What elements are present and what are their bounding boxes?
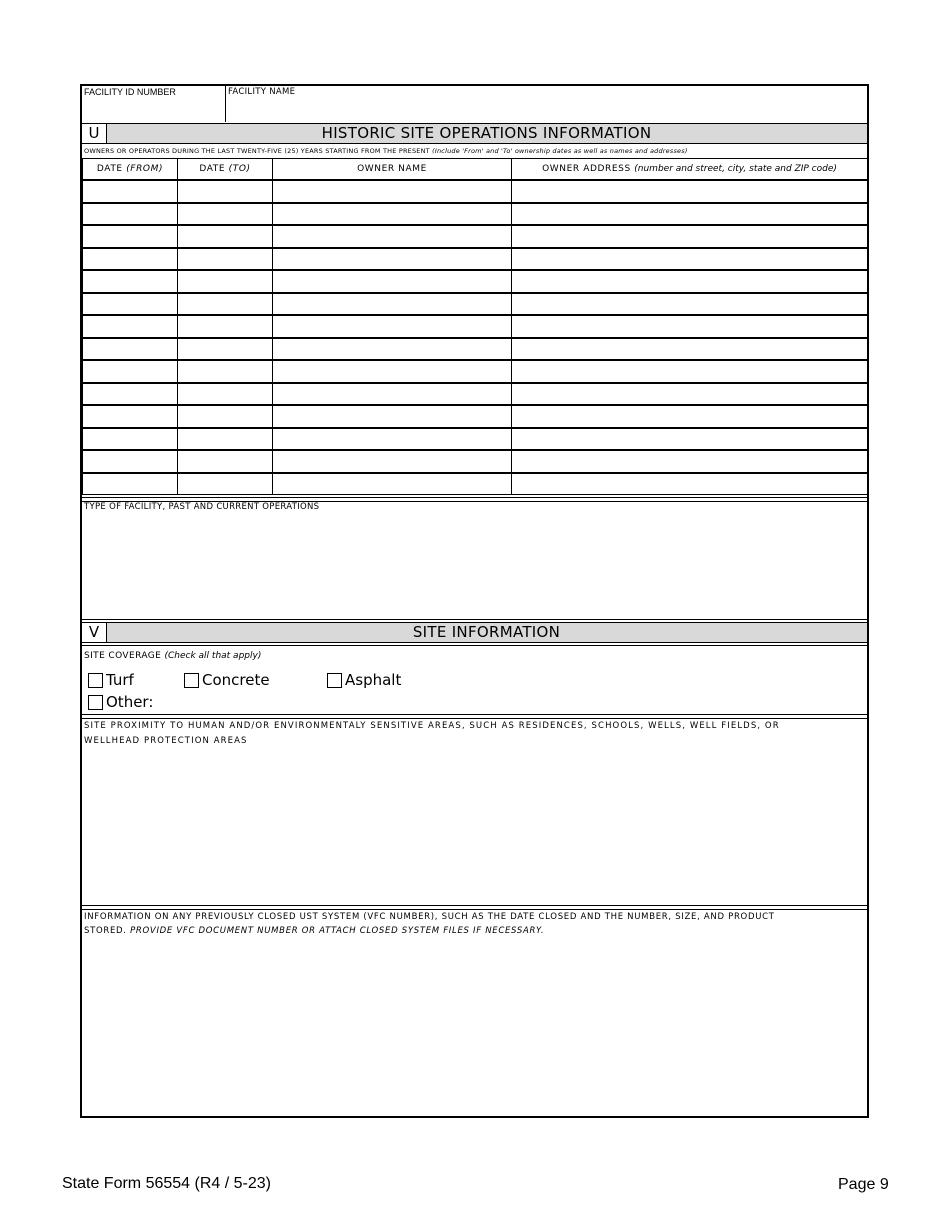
section-v-letter: V: [82, 623, 107, 642]
section-v-header: [82, 622, 867, 643]
col-date-from: [83, 159, 178, 181]
table-row: [83, 180, 868, 203]
table-row: [83, 428, 868, 451]
table-row: [83, 383, 868, 406]
table-cell[interactable]: [273, 428, 512, 451]
table-cell[interactable]: [512, 428, 868, 451]
divider: [82, 619, 867, 620]
facility-id-label: FACILITY ID NUMBER: [84, 87, 176, 97]
table-cell[interactable]: [178, 203, 273, 226]
table-cell[interactable]: [178, 338, 273, 361]
table-cell[interactable]: [273, 248, 512, 271]
facility-name-field[interactable]: [226, 86, 867, 122]
facility-name-label: FACILITY NAME: [228, 87, 296, 97]
table-row: [83, 225, 868, 248]
closed-ust-label: INFORMATION ON ANY PREVIOUSLY CLOSED UST SYSTEM (VFC NUMBER), SUCH AS THE DATE CLOSED AND THE NUMBER, SIZE, AND PRODUCT STORED.: [84, 912, 775, 936]
table-row: [83, 248, 868, 271]
form-page: [80, 84, 869, 1118]
concrete-checkbox[interactable]: [184, 673, 199, 688]
table-cell[interactable]: [512, 383, 868, 406]
site-coverage-label-row: [84, 651, 261, 661]
table-cell[interactable]: [178, 428, 273, 451]
turf-checkbox[interactable]: [88, 673, 103, 688]
divider: [82, 645, 867, 646]
table-cell[interactable]: [273, 473, 512, 495]
table-cell[interactable]: [512, 405, 868, 428]
table-cell[interactable]: [273, 360, 512, 383]
form-id: State Form 56554 (R4 / 5-23): [62, 1175, 271, 1192]
concrete-label: Concrete: [202, 671, 270, 689]
table-cell[interactable]: [178, 315, 273, 338]
table-cell[interactable]: [273, 180, 512, 203]
table-cell[interactable]: [83, 225, 178, 248]
table-cell[interactable]: [512, 293, 868, 316]
col-date-to-label: DATE: [199, 164, 226, 174]
col-date-to: [178, 159, 273, 181]
section-u-letter: U: [82, 124, 107, 143]
table-cell[interactable]: [83, 383, 178, 406]
table-row: [83, 293, 868, 316]
table-row: [83, 270, 868, 293]
table-cell[interactable]: [83, 473, 178, 495]
table-cell[interactable]: [83, 180, 178, 203]
table-cell[interactable]: [512, 270, 868, 293]
instruction-note: (Include 'From' and 'To' ownership dates as well as names and addresses): [432, 147, 688, 155]
table-cell[interactable]: [178, 450, 273, 473]
section-u-title: HISTORIC SITE OPERATIONS INFORMATION: [321, 124, 652, 142]
col-date-from-label: DATE: [96, 164, 123, 174]
table-cell[interactable]: [178, 383, 273, 406]
table-row: [83, 315, 868, 338]
table-cell[interactable]: [178, 405, 273, 428]
table-cell[interactable]: [273, 293, 512, 316]
option-asphalt[interactable]: [327, 671, 401, 689]
section-u-header: [82, 123, 867, 144]
other-label: Other:: [106, 693, 154, 711]
table-cell[interactable]: [178, 225, 273, 248]
facility-id-field[interactable]: [82, 86, 226, 122]
table-cell[interactable]: [178, 270, 273, 293]
table-cell[interactable]: [273, 270, 512, 293]
table-row: [83, 203, 868, 226]
proximity-field[interactable]: [82, 717, 867, 905]
table-row: [83, 338, 868, 361]
table-cell[interactable]: [273, 405, 512, 428]
table-cell[interactable]: [83, 293, 178, 316]
table-row: [83, 473, 868, 495]
table-cell[interactable]: [512, 338, 868, 361]
table-cell[interactable]: [273, 203, 512, 226]
table-cell[interactable]: [83, 405, 178, 428]
site-coverage-note: (Check all that apply): [164, 651, 262, 661]
table-cell[interactable]: [83, 270, 178, 293]
option-turf[interactable]: [88, 671, 134, 689]
table-cell[interactable]: [512, 203, 868, 226]
proximity-label: SITE PROXIMITY TO HUMAN AND/OR ENVIRONMENTALY SENSITIVE AREAS, SUCH AS RESIDENCES, SCHOOLS, WELLS, WELL FIELDS, OR WELLHEAD PROTECTION AREAS: [84, 721, 780, 746]
table-cell[interactable]: [273, 225, 512, 248]
col-owner-address-label: OWNER ADDRESS: [542, 164, 631, 174]
turf-label: Turf: [106, 671, 134, 689]
table-cell[interactable]: [512, 248, 868, 271]
table-cell[interactable]: [83, 248, 178, 271]
asphalt-label: Asphalt: [345, 671, 402, 689]
closed-ust-label-block: [84, 910, 807, 938]
table-row: [83, 405, 868, 428]
table-cell[interactable]: [273, 383, 512, 406]
site-coverage-label: SITE COVERAGE: [84, 651, 162, 661]
table-cell[interactable]: [83, 428, 178, 451]
table-cell[interactable]: [178, 180, 273, 203]
table-cell[interactable]: [512, 450, 868, 473]
section-v-title: SITE INFORMATION: [412, 623, 561, 641]
table-cell[interactable]: [178, 360, 273, 383]
table-cell[interactable]: [512, 225, 868, 248]
table-cell[interactable]: [273, 338, 512, 361]
page-number: Page 9: [838, 1176, 889, 1193]
table-cell[interactable]: [83, 315, 178, 338]
closed-ust-note: PROVIDE VFC DOCUMENT NUMBER OR ATTACH CLOSED SYSTEM FILES IF NECESSARY.: [130, 926, 545, 936]
table-cell[interactable]: [178, 293, 273, 316]
table-cell[interactable]: [273, 315, 512, 338]
section-u-instruction: [84, 145, 867, 157]
table-cell[interactable]: [512, 315, 868, 338]
table-cell[interactable]: [512, 180, 868, 203]
col-owner-address-note: (number and street, city, state and ZIP code): [634, 164, 837, 174]
table-row: [83, 450, 868, 473]
facility-type-label: TYPE OF FACILITY, PAST AND CURRENT OPERATIONS: [84, 502, 320, 512]
table-row: [83, 360, 868, 383]
table-cell[interactable]: [512, 360, 868, 383]
other-checkbox[interactable]: [88, 695, 103, 710]
owners-table: [82, 158, 868, 495]
col-owner-address: [512, 159, 868, 181]
table-cell[interactable]: [83, 338, 178, 361]
col-owner-name: OWNER NAME: [273, 159, 512, 181]
col-date-from-note: (FROM): [126, 164, 164, 174]
closed-ust-field[interactable]: [82, 908, 867, 1116]
col-date-to-note: (TO): [228, 164, 251, 174]
table-cell[interactable]: [512, 473, 868, 495]
table-cell[interactable]: [83, 360, 178, 383]
instruction-text: OWNERS OR OPERATORS DURING THE LAST TWENTY-FIVE (25) YEARS STARTING FROM THE PRESENT: [84, 147, 430, 155]
asphalt-checkbox[interactable]: [327, 673, 342, 688]
option-other[interactable]: [88, 693, 159, 711]
table-cell[interactable]: [83, 203, 178, 226]
table-cell[interactable]: [178, 248, 273, 271]
table-cell[interactable]: [83, 450, 178, 473]
table-cell[interactable]: [178, 473, 273, 495]
owners-table-header: [83, 159, 868, 181]
table-cell[interactable]: [273, 450, 512, 473]
option-concrete[interactable]: [184, 671, 270, 689]
facility-type-field[interactable]: [82, 500, 867, 619]
